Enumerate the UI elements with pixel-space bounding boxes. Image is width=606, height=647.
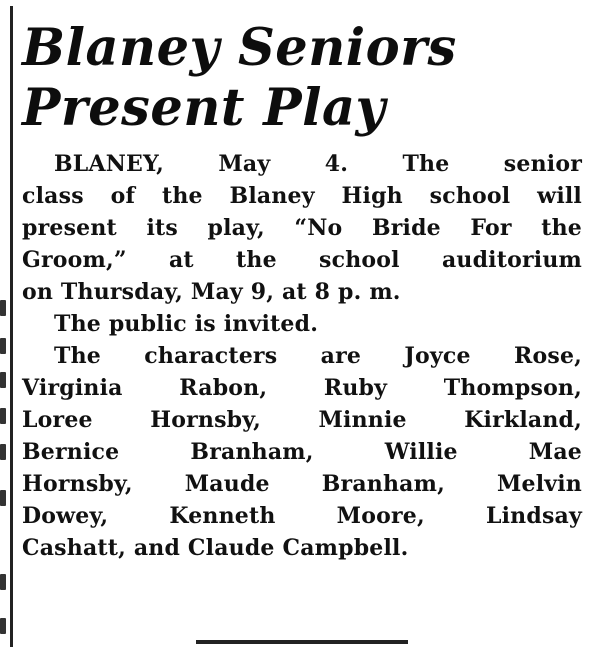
text-line: The public is invited. — [54, 311, 319, 337]
headline-line-1: Blaney Seniors — [22, 18, 457, 78]
text-line: class of the Blaney High school will — [22, 183, 582, 209]
bottom-rule — [196, 640, 408, 644]
paragraph-dateline — [22, 148, 582, 308]
text-line: Dowey, Kenneth Moore, Lindsay — [22, 503, 582, 529]
adjacent-column-fragments — [0, 0, 8, 647]
text-line: on Thursday, May 9, at 8 p. m. — [22, 279, 401, 305]
headline-line-2: Present Play — [22, 78, 386, 138]
text-line: Groom,” at the school auditorium — [22, 247, 582, 273]
text-line: Loree Hornsby, Minnie Kirkland, — [22, 407, 582, 433]
text-line: The characters are Joyce Rose, — [54, 343, 582, 369]
text-line: Hornsby, Maude Branham, Melvin — [22, 471, 582, 497]
column-rule — [10, 6, 13, 647]
text-line: Cashatt, and Claude Campbell. — [22, 535, 409, 561]
paragraph-invitation — [22, 308, 582, 340]
text-line: Bernice Branham, Willie Mae — [22, 439, 582, 465]
article-body — [22, 148, 582, 564]
newspaper-article — [22, 18, 582, 564]
headline — [22, 18, 582, 138]
text-line: present its play, “No Bride For the — [22, 215, 582, 241]
text-line: BLANEY, May 4. The senior — [54, 151, 582, 177]
paragraph-characters — [22, 340, 582, 564]
text-line: Virginia Rabon, Ruby Thompson, — [22, 375, 582, 401]
